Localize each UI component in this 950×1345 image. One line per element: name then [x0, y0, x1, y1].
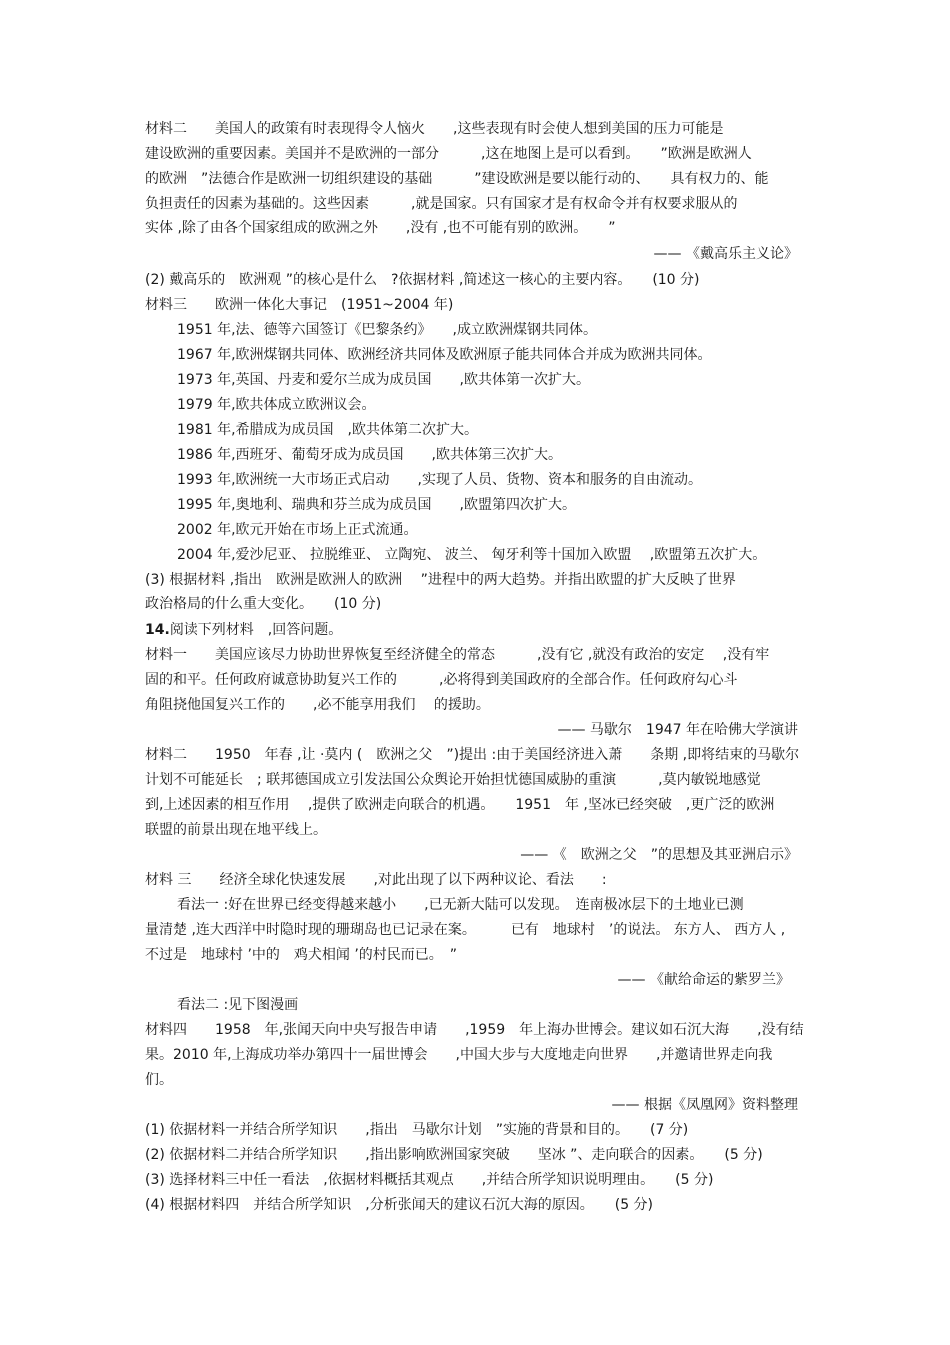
q14-material3-title: 材料 三 经济全球化快速发展 ,对此出现了以下两种议论、看法 : [145, 872, 607, 888]
event-1973: 1973 年,英国、丹麦和爱尔兰成为成员国 ,欧共体第一次扩大。 [177, 372, 590, 388]
q14-source4: —— 根据《凤凰网》资料整理 [611, 1097, 798, 1113]
q14-material1-line-3: 角阻挠他国复兴工作的 ,必不能享用我们 的援助。 [145, 697, 490, 713]
view1-line-2: 量清楚 ,连大西洋中时隐时现的珊瑚岛也已记录在案。 已有 地球村 ’的说法。 东方人、 西方人 , [145, 922, 786, 938]
q14-source1: —— 马歇尔 1947 年在哈佛大学演讲 [557, 722, 798, 738]
question-number: 14. [145, 622, 170, 638]
q14-material2-line-1: 材料二 1950 年春 ,让 ·莫内 ( 欧洲之父 ”)提出 :由于美国经济进入萧 条期 ,即将结束的马歇尔 [145, 747, 800, 763]
q14-source3: —— 《献给命运的紫罗兰》 [617, 972, 790, 988]
question-3-line-1: (3) 根据材料 ,指出 欧洲是欧洲人的欧洲 ”进程中的两大趋势。并指出欧盟的扩大反映了世界 [145, 572, 736, 588]
material2-line-5: 实体 ,除了由各个国家组成的欧洲之外 ,没有 ,也不可能有别的欧洲。 ” [145, 220, 616, 236]
event-2002: 2002 年,欧元开始在市场上正式流通。 [177, 522, 418, 538]
q14-material1-line-2: 固的和平。任何政府诚意协助复兴工作的 ,必将得到美国政府的全部合作。任何政府勾心斗 [145, 672, 738, 688]
q14-material2-line-4: 联盟的前景出现在地平线上。 [145, 822, 327, 838]
q14-question-4: (4) 根据材料四 并结合所学知识 ,分析张闻天的建议石沉大海的原因。 (5 分) [145, 1197, 654, 1213]
material2-line-4: 负担责任的因素为基础的。这些因素 ,就是国家。只有国家才是有权命令并有权要求服从的 [145, 196, 738, 212]
question-3-line-2: 政治格局的什么重大变化。 (10 分) [145, 596, 382, 612]
question-intro: 阅读下列材料 ,回答问题。 [169, 622, 343, 638]
q14-material2-line-3: 到,上述因素的相互作用 ,提供了欧洲走向联合的机遇。 1951 年 ,坚冰已经突破 ,更广泛的欧洲 [145, 797, 775, 813]
q14-material2-line-2: 计划不可能延长 ; 联邦德国成立引发法国公众舆论开始担忧德国威胁的重演 ,莫内敏锐地感觉 [145, 772, 761, 788]
q14-material4-line-1: 材料四 1958 年,张闻天向中央写报告申请 ,1959 年上海办世博会。建议如石沉大海 ,没有结 [145, 1022, 804, 1038]
view2: 看法二 :见下图漫画 [177, 997, 299, 1013]
event-1967: 1967 年,欧洲煤钢共同体、欧洲经济共同体及欧洲原子能共同体合并成为欧洲共同体。 [177, 347, 712, 363]
q14-material1-line-1: 材料一 美国应该尽力协助世界恢复至经济健全的常态 ,没有它 ,就没有政治的安定 ,没有牢 [145, 647, 770, 663]
material2-source: —— 《戴高乐主义论》 [653, 246, 798, 262]
event-1986: 1986 年,西班牙、葡萄牙成为成员国 ,欧共体第三次扩大。 [177, 447, 562, 463]
event-2004: 2004 年,爱沙尼亚、 拉脱维亚、 立陶宛、 波兰、 匈牙利等十国加入欧盟 ,欧盟第五次扩大。 [177, 547, 767, 563]
q14-material4-line-2: 果。2010 年,上海成功举办第四十一届世博会 ,中国大步与大度地走向世界 ,并邀请世界走向我 [145, 1047, 773, 1063]
q14-material4-line-3: 们。 [145, 1072, 173, 1088]
material2-line-1: 材料二 美国人的政策有时表现得令人恼火 ,这些表现有时会使人想到美国的压力可能是 [145, 121, 724, 137]
material3-title: 材料三 欧洲一体化大事记 (1951~2004 年) [145, 297, 454, 313]
event-1993: 1993 年,欧洲统一大市场正式启动 ,实现了人员、货物、资本和服务的自由流动。 [177, 472, 702, 488]
event-1995: 1995 年,奥地利、瑞典和芬兰成为成员国 ,欧盟第四次扩大。 [177, 497, 576, 513]
q14-source2: —— 《 欧洲之父 ”的思想及其亚洲启示》 [520, 847, 798, 863]
view1-line-3: 不过是 地球村 ’中的 鸡犬相闻 ’的村民而已。 ” [145, 947, 458, 963]
event-1981: 1981 年,希腊成为成员国 ,欧共体第二次扩大。 [177, 422, 478, 438]
question-14-header [145, 621, 805, 639]
view1-line-1: 看法一 :好在世界已经变得越来越小 ,已无新大陆可以发现。 连南极冰层下的土地业已测 [177, 897, 744, 913]
event-1979: 1979 年,欧共体成立欧洲议会。 [177, 397, 376, 413]
material2-line-3: 的欧洲 ”法德合作是欧洲一切组织建设的基础 ”建设欧洲是要以能行动的、 具有权力的、能 [145, 171, 769, 187]
q14-question-2: (2) 依据材料二并结合所学知识 ,指出影响欧洲国家突破 坚冰 ”、走向联合的因素。 (5 分) [145, 1147, 763, 1163]
material2-line-2: 建设欧洲的重要因素。美国并不是欧洲的一部分 ,这在地图上是可以看到。 ”欧洲是欧洲人 [145, 146, 752, 162]
q14-question-3: (3) 选择材料三中任一看法 ,依据材料概括其观点 ,并结合所学知识说明理由。 (5 分) [145, 1172, 714, 1188]
q14-question-1: (1) 依据材料一并结合所学知识 ,指出 马歇尔计划 ”实施的背景和目的。 (7 分) [145, 1122, 689, 1138]
question-2: (2) 戴高乐的 欧洲观 ”的核心是什么 ?依据材料 ,简述这一核心的主要内容。 (10 分) [145, 272, 700, 288]
event-1951: 1951 年,法、德等六国签订《巴黎条约》 ,成立欧洲煤钢共同体。 [177, 322, 597, 338]
